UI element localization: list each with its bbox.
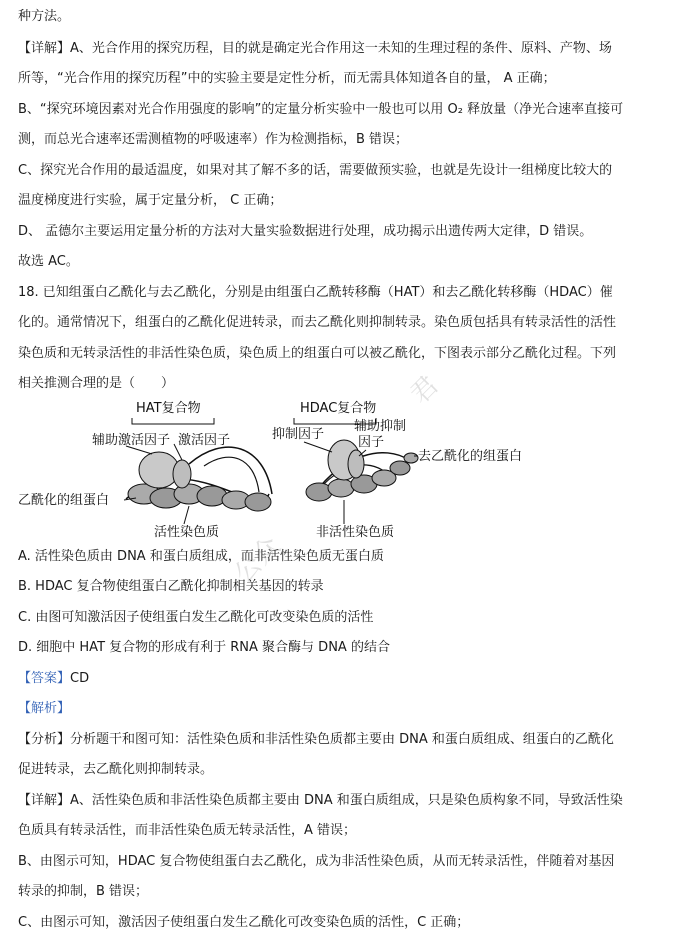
text-line: 故选 AC。	[18, 254, 79, 269]
text-line: 种方法。	[18, 9, 71, 24]
hdac-complex-label: HDAC复合物	[300, 401, 377, 416]
question-stem: 相关推测合理的是（ ）	[18, 376, 175, 391]
watermark: 君	[404, 370, 445, 411]
analysis-line: C、由图示可知，激活因子使组蛋白发生乙酰化可改变染色质的活性，C 正确；	[18, 915, 470, 930]
activator-label: 激活因子	[178, 433, 231, 448]
acetylated-histone-label: 乙酰化的组蛋白	[18, 493, 110, 508]
analysis-line: B、由图示可知，HDAC 复合物使组蛋白去乙酰化，成为非活性染色质，从而无转录活性，伴随着对基因	[18, 854, 615, 869]
analysis-label: 【解析】	[18, 701, 71, 716]
text-line: B、“探究环境因素对光合作用强度的影响”的定量分析实验中一般也可以用 O₂ 释放量（净光合速率直接可	[18, 102, 624, 117]
analysis-line: 转录的抑制，B 错误；	[18, 884, 149, 899]
question-stem: 染色质和无转录活性的非活性染色质，染色质上的组蛋白可以被乙酰化，下图表示部分乙酰化过程。下列	[18, 346, 617, 361]
analysis-line: 【分析】分析题干和图可知：活性染色质和非活性染色质都主要由 DNA 和蛋白质组成、组蛋白的乙酰化	[18, 732, 614, 747]
option-a: A. 活性染色质由 DNA 和蛋白质组成，而非活性染色质无蛋白质	[18, 549, 384, 564]
option-b: B. HDAC 复合物使组蛋白乙酰化抑制相关基因的转录	[18, 579, 324, 594]
text-line: C、探究光合作用的最适温度，如果对其了解不多的话，需要做预实验，也就是先设计一组梯度比较大的	[18, 163, 613, 178]
answer-label: 【答案】	[18, 671, 71, 686]
histone-acetylation-diagram	[14, 394, 554, 544]
text-line: 测，而总光合速率还需测植物的呼吸速率）作为检测指标，B 错误；	[18, 132, 409, 147]
watermark: 公众	[228, 531, 287, 590]
aux-activator-label: 辅助激活因子	[92, 433, 171, 448]
option-d: D. 细胞中 HAT 复合物的形成有利于 RNA 聚合酶与 DNA 的结合	[18, 640, 390, 655]
text-line: D、 孟德尔主要运用定量分析的方法对大量实验数据进行处理，成功揭示出遗传两大定律，D 错误。	[18, 224, 593, 239]
hat-complex-label: HAT复合物	[136, 401, 201, 416]
active-chromatin-label: 活性染色质	[154, 525, 220, 540]
aux-inhibitor-label-line1: 辅助抑制	[354, 419, 407, 434]
analysis-line: 【详解】A、活性染色质和非活性染色质都主要由 DNA 和蛋白质组成，只是染色质构象不同，导致活性染	[18, 793, 623, 808]
option-c: C. 由图可知激活因子使组蛋白发生乙酰化可改变染色质的活性	[18, 610, 374, 625]
text-line: 温度梯度进行实验，属于定量分析， C 正确；	[18, 193, 283, 208]
inhibitor-label: 抑制因子	[272, 427, 325, 442]
question-stem: 化的。通常情况下，组蛋白的乙酰化促进转录，而去乙酰化则抑制转录。染色质包括具有转录活性的活性	[18, 315, 617, 330]
inactive-chromatin-label: 非活性染色质	[316, 525, 395, 540]
analysis-line: 色质具有转录活性，而非活性染色质无转录活性，A 错误；	[18, 823, 357, 838]
aux-inhibitor-label-line2: 因子	[358, 435, 385, 450]
active-chromatin-drawing	[126, 444, 272, 511]
text-line: 【详解】A、光合作用的探究历程，目的就是确定光合作用这一未知的生理过程的条件、原料、产物、场	[18, 41, 612, 56]
answer-value: CD	[70, 671, 90, 686]
analysis-line: 促进转录，去乙酰化则抑制转录。	[18, 762, 214, 777]
text-line: 所等，“光合作用的探究历程”中的实验主要是定性分析，而无需具体知道各自的量， A 正确；	[18, 71, 556, 86]
question-stem: 18. 已知组蛋白乙酰化与去乙酰化，分别是由组蛋白乙酰转移酶（HAT）和去乙酰化转移酶（HDAC）催	[18, 285, 613, 300]
answer	[18, 670, 89, 688]
deacetylated-histone-label: 去乙酰化的组蛋白	[418, 449, 523, 464]
